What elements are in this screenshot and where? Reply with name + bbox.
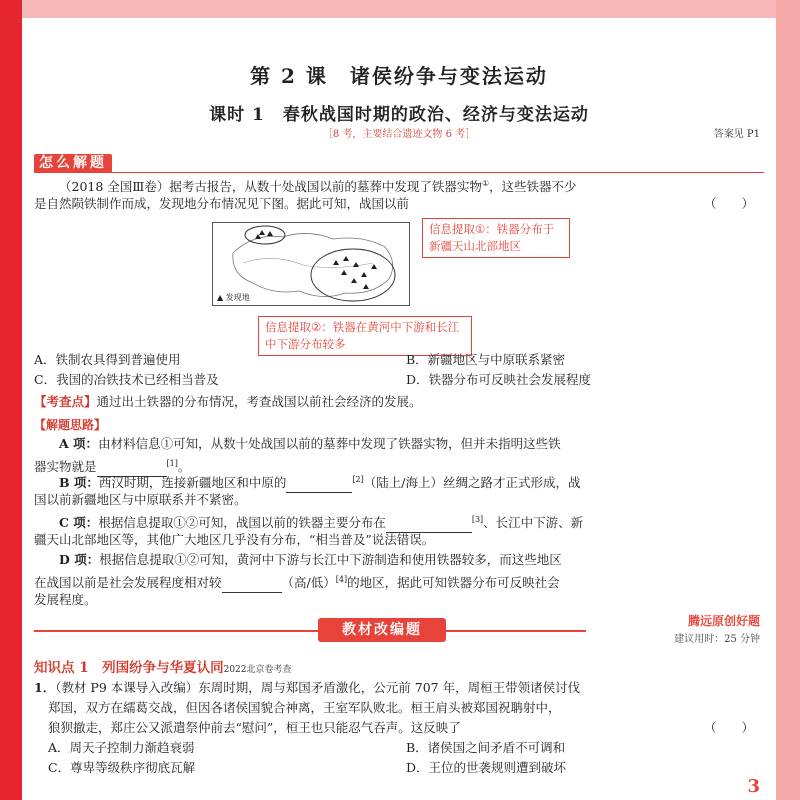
question-line-1: （2018 全国Ⅲ卷）据考古报告，从数十处战国以前的墓葬中发现了铁器实物①，这些铁器不少 [59, 179, 577, 195]
lesson-title: 第 2 课 诸侯纷争与变法运动 [250, 64, 548, 88]
exam-tag: 2022北京卷考查 [223, 665, 292, 675]
q1-option-a: A．周天子控制力渐趋衰弱 [48, 740, 195, 755]
solution-label-wrap [34, 414, 106, 433]
exam-point: 【考查点】通过出土铁器的分布情况，考查战国以前社会经济的发展。 [34, 394, 422, 409]
solution-b-line-1: B 项：西汉时期，连接新疆地区和中原的 [2]（陆上/海上）丝绸之路才正式形成，战 [34, 470, 764, 493]
q1-option-c: C．尊卑等级秩序彻底瓦解 [48, 760, 196, 775]
right-edge-band [776, 0, 800, 800]
q1-option-b: B．诸侯国之间矛盾不可调和 [406, 740, 566, 755]
page-number: 3 [747, 776, 760, 797]
option-c: C．我国的冶铁技术已经相当普及 [34, 372, 219, 387]
q1-bracket: （ ） [703, 720, 754, 735]
q1-line-3: 狼狈撤走，郑庄公又派遣祭仲前去“慰问”，桓王也只能忍气吞声。这反映了 （ ） [48, 718, 778, 738]
info-callout-2: 信息提取②：铁器在黄河中下游和长江中下游分布较多 [258, 316, 472, 356]
brand-label: 腾远原创好题 [687, 614, 760, 628]
banner-line-left [34, 630, 318, 632]
solution-a-line-2: 器实物就是 [1]。 [34, 454, 764, 477]
exam-note: ［8 考，主要结合遗迹文物 6 考］ [322, 129, 476, 140]
option-a: A．铁制农具得到普遍使用 [34, 352, 181, 367]
section-tag-wrap [34, 152, 112, 172]
q1-option-d: D．王位的世袭规则遭到破坏 [406, 760, 567, 775]
solution-a-line-1: A 项：由材料信息①可知，从数十处战国以前的墓葬中发现了铁器实物，但并未指明这些铁 [59, 436, 561, 451]
time-note: 建议用时：25 分钟 [674, 634, 760, 645]
footnote-mark: ① [481, 179, 490, 188]
option-d: D．铁器分布可反映社会发展程度 [406, 372, 592, 387]
solution-d-line-2: 在战国以前是社会发展程度相对较 （高/低）[4]的地区，据此可知铁器分布可反映社会 [34, 570, 764, 593]
banner-line-right [446, 630, 586, 632]
answer-bracket: （ ） [703, 196, 754, 211]
solution-d-line-1: D 项：根据信息提取①②可知，黄河中下游与长江中下游制造和使用铁器较多，而这些地区 [59, 552, 562, 567]
section-divider [34, 172, 764, 173]
answer-reference: 答案见 P1 [713, 129, 760, 140]
question-line-2: 是自然陨铁制作而成，发现地分布情况见下图。据此可知，战国以前 （ ） [34, 194, 764, 214]
solution-c-line-1: C 项：根据信息提取①②可知，战国以前的铁器主要分布在 [3]、长江中下游、新 [34, 510, 764, 533]
solution-d-line-3: 发展程度。 [34, 592, 97, 607]
china-map-figure [212, 222, 410, 306]
info-callout-1: 信息提取①：铁器分布于新疆天山北部地区 [422, 218, 570, 258]
section-banner: 教材改编题 [318, 618, 446, 642]
page-content [34, 0, 764, 800]
left-edge-band [0, 0, 22, 800]
q1-line-1: 1．（教材 P9 本课导入改编）东周时期，周与郑国矛盾激化，公元前 707 年，周桓王带领诸侯讨伐 [34, 680, 581, 695]
q1-line-2: 郑国，双方在繻葛交战，但因各诸侯国貌合神离，王室军队败北。桓王肩头被郑国祝聃射中， [48, 700, 561, 715]
map-legend: ▲ 发现地 [217, 293, 250, 302]
q1-number: 1． [34, 680, 56, 695]
solution-label: 【解题思路】 [34, 418, 107, 432]
period-title: 课时 1 春秋战国时期的政治、经济与变法运动 [209, 105, 589, 125]
knowledge-point-title: 知识点 1 列国纷争与华夏认同2022北京卷考查 [34, 660, 292, 676]
solution-c-line-2: 疆天山北部地区等，其他广大地区几乎没有分布，“相当普及”说法错误。 [34, 532, 435, 547]
solution-b-line-2: 国以前新疆地区与中原联系并不紧密。 [34, 492, 247, 507]
option-b: B．新疆地区与中原联系紧密 [406, 352, 566, 367]
exam-point-label: 【考查点】 [34, 394, 97, 409]
section-tag: 怎么解题 [34, 154, 112, 173]
